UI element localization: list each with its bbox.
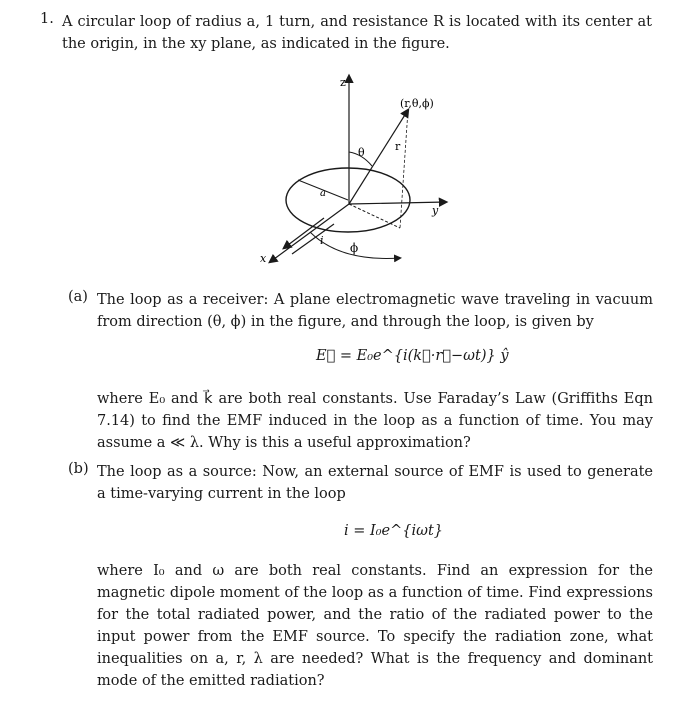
loop-diagram — [250, 72, 460, 277]
x-axis — [270, 204, 349, 262]
point-label: (r,θ,ϕ) — [400, 97, 434, 110]
part-b-equation: i = I₀e^{iωt} — [344, 523, 444, 539]
current-label: i — [320, 234, 324, 247]
problem-intro: A circular loop of radius a, 1 turn, and resistance R is located with its center at the origin, in the xy plane, as indicated in the figure. — [62, 14, 652, 52]
part-a-question: where E₀ and k⃗ are both real constants. Use Faraday’s Law (Griffiths Eqn 7.14) to find the EMF induced in the loop as a function of time. You may assume a ≪ λ. Why is this a useful approximation? — [97, 391, 653, 451]
part-a-label: (a) — [68, 289, 88, 305]
theta-label: θ — [358, 146, 365, 159]
part-b-question: where I₀ and ω are both real constants. Find an expression for the magnetic dipole moment of the loop as a function of time. Find expressions for the total radiated power, and the ratio of the radiated power to the input power from the EMF source. To specify the radiation zone, what inequalities on a, r, λ are needed? What is the frequency and dominant mode of the emitted radiation? — [97, 563, 653, 689]
projection-line — [349, 204, 400, 228]
x-label: x — [260, 252, 267, 265]
phi-label: ϕ — [350, 241, 359, 255]
y-label: y — [432, 204, 439, 217]
part-b-label: (b) — [68, 461, 89, 477]
problem-number: 1. — [40, 11, 54, 27]
part-a-equation: E⃗ = E₀e^{i(k⃗·r⃗−ωt)} ŷ — [316, 348, 509, 364]
part-b-text: The loop as a source: Now, an external source of EMF is used to generate a time-varying current in the loop — [97, 464, 653, 502]
r-label: r — [395, 140, 401, 153]
z-label: z — [340, 76, 346, 89]
loop-figure — [250, 72, 460, 277]
loop-lead — [292, 224, 334, 254]
part-a-text: The loop as a receiver: A plane electromagnetic wave traveling in vacuum from direction (θ, ϕ) in the figure, and through the loop, is given by — [97, 292, 653, 330]
radius-label: a — [320, 188, 326, 199]
